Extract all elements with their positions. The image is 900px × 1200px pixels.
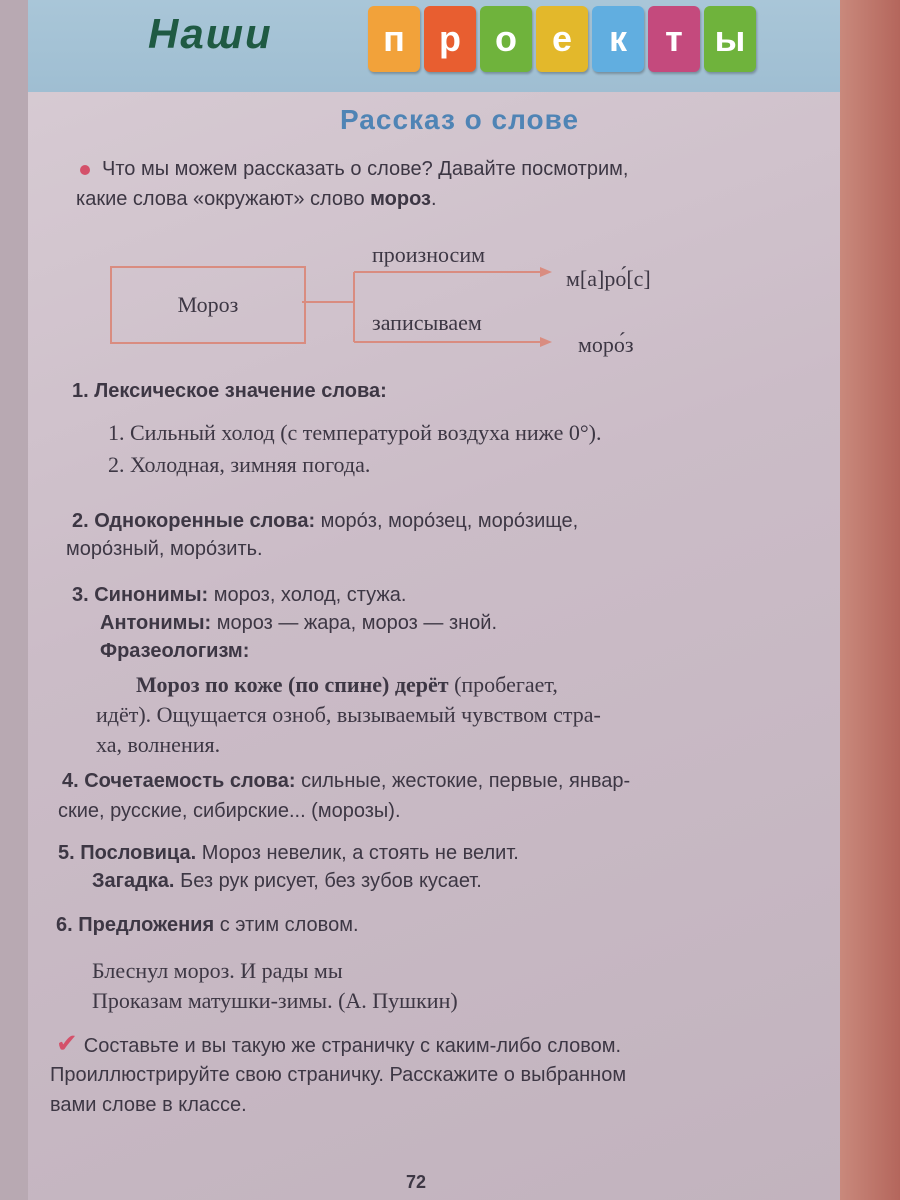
task-line2: Проиллюстрируйте свою страничку. Расскажите о выбранном: [50, 1064, 627, 1086]
write-label: записываем: [372, 310, 482, 335]
write-value: моро́з: [578, 332, 634, 357]
phraseology-line1: Мороз по коже (по спине) дерёт (пробегает,: [136, 672, 558, 697]
task-line1: ✔ Составьте и вы такую же страничку с каким-либо словом.: [56, 1028, 622, 1058]
page-number: 72: [406, 1172, 427, 1192]
bullet-icon: [80, 165, 90, 175]
pronounce-value: м[а]ро́[с]: [566, 266, 651, 291]
letter-tile: т: [648, 6, 700, 72]
pronounce-label: произносим: [372, 242, 486, 267]
letter-tile: о: [480, 6, 532, 72]
synonyms-line: 3. Синонимы: мороз, холод, стужа.: [72, 584, 407, 606]
meaning-2: 2. Холодная, зимняя погода.: [108, 452, 371, 477]
section-2-line1: 2. Однокоренные слова: моро́з, моро́зец, моро́зище,: [72, 510, 579, 532]
letter-tile: р: [424, 6, 476, 72]
header-proekty: [368, 6, 756, 72]
poem-line2: Проказам матушки-зимы. (А. Пушкин): [92, 988, 458, 1013]
section-1-heading: 1. Лексическое значение слова:: [72, 380, 387, 402]
phraseology-label: Фразеологизм:: [100, 640, 250, 662]
task-line3: вами слове в классе.: [50, 1094, 247, 1116]
proverb-line: 5. Пословица. Мороз невелик, а стоять не велит.: [58, 842, 519, 864]
page-title: Рассказ о слове: [340, 104, 580, 135]
letter-tile: п: [368, 6, 420, 72]
checkmark-icon: ✔: [56, 1028, 78, 1058]
collocation-line2: ские, русские, сибирские... (морозы).: [58, 800, 401, 822]
section-header: [28, 0, 840, 92]
phraseology-line2: идёт). Ощущается озноб, вызываемый чувством стра-: [96, 702, 601, 727]
page-edge: [840, 0, 900, 1200]
letter-tile: е: [536, 6, 588, 72]
word-box: Мороз: [110, 266, 306, 344]
letter-tile: к: [592, 6, 644, 72]
antonyms-line: Антонимы: мороз — жара, мороз — зной.: [100, 612, 498, 634]
riddle-line: Загадка. Без рук рисует, без зубов кусает.: [92, 870, 482, 892]
section-2-line2: моро́зный, моро́зить.: [66, 538, 263, 560]
phraseology-line3: ха, волнения.: [96, 732, 221, 757]
meaning-1: 1. Сильный холод (с температурой воздуха ниже 0°).: [108, 420, 602, 445]
intro-line2: какие слова «окружают» слово мороз.: [76, 188, 437, 210]
header-nashi: Наши: [148, 10, 273, 57]
collocation-line1: 4. Сочетаемость слова: сильные, жестокие, первые, январ-: [62, 770, 631, 792]
intro-line1: Что мы можем рассказать о слове? Давайте посмотрим,: [80, 154, 840, 184]
letter-tile: ы: [704, 6, 756, 72]
sentences-line: 6. Предложения с этим словом.: [56, 914, 359, 936]
poem-line1: Блеснул мороз. И рады мы: [92, 958, 343, 983]
